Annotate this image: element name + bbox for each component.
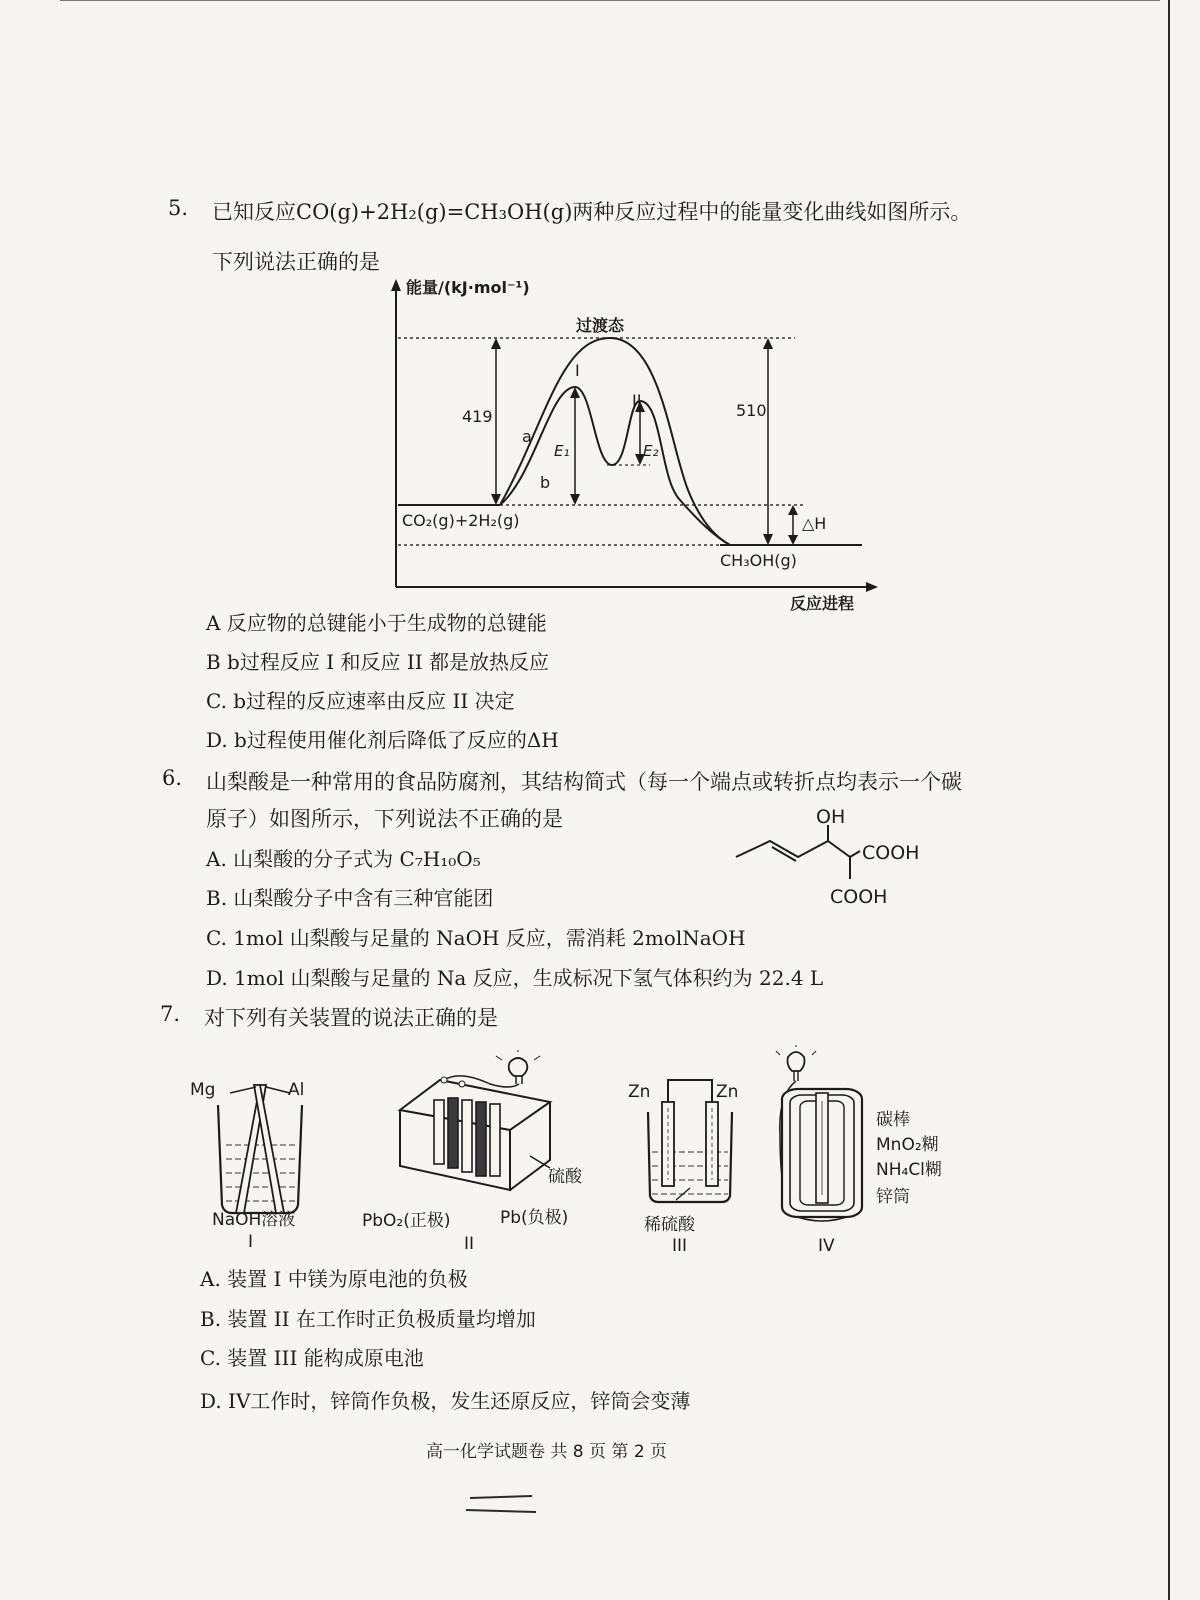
page-footer: 高一化学试题卷 共 8 页 第 2 页: [426, 1442, 668, 1462]
product-label: CH₃OH(g): [720, 551, 797, 570]
cooh-right-label: COOH: [862, 842, 920, 864]
q7-option-a: A. 装置 I 中镁为原电池的负极: [200, 1267, 468, 1291]
q5-option-a: A 反应物的总键能小于生成物的总键能: [206, 611, 547, 635]
oh-label: OH: [816, 806, 846, 828]
energy-diagram: [370, 275, 890, 615]
e2-label: E₂: [643, 442, 659, 460]
q5-stem-line1: 已知反应CO(g)+2H₂(g)=CH₃OH(g)两种反应过程中的能量变化曲线如图所示。: [212, 200, 972, 224]
curve-a-label: a: [522, 427, 532, 446]
curve-b-label: b: [540, 473, 551, 492]
device-ii-neg-label: Pb(负极): [500, 1208, 569, 1228]
peak-ii-label: II: [632, 391, 642, 410]
q6-number: 6.: [162, 766, 183, 790]
y-axis-label: 能量/(kJ·mol⁻¹): [406, 278, 530, 297]
value-419: 419: [462, 407, 493, 426]
q7-option-b: B. 装置 II 在工作时正负极质量均增加: [200, 1307, 536, 1331]
handwritten-mark: [462, 1490, 542, 1520]
q6-stem-line1: 山梨酸是一种常用的食品防腐剂，其结构简式（每一个端点或转折点均表示一个碳: [206, 770, 962, 794]
device-iii-roman: III: [672, 1236, 688, 1256]
device-i-roman: I: [248, 1232, 254, 1252]
q6-option-c: C. 1mol 山梨酸与足量的 NaOH 反应，需消耗 2molNaOH: [206, 926, 746, 950]
device-iii-zn-right-label: Zn: [716, 1082, 739, 1102]
cooh-bottom-label: COOH: [830, 886, 888, 908]
q7-option-c: C. 装置 III 能构成原电池: [200, 1346, 424, 1370]
device-iv-zinc-label: 锌筒: [876, 1187, 910, 1207]
device-iv-mno2-label: MnO₂糊: [876, 1135, 939, 1155]
device-iv-carbon-label: 碳棒: [876, 1110, 910, 1130]
q7-stem: 对下列有关装置的说法正确的是: [204, 1006, 498, 1030]
page-edge-top: [60, 0, 1160, 1]
device-ii-acid-label: 硫酸: [548, 1167, 582, 1187]
q6-option-b: B. 山梨酸分子中含有三种官能团: [206, 886, 494, 910]
q6-stem-line2: 原子）如图所示，下列说法不正确的是: [206, 807, 563, 831]
q5-option-b: B b过程反应 I 和反应 II 都是放热反应: [206, 650, 549, 674]
device-iii-solution-label: 稀硫酸: [644, 1215, 695, 1235]
delta-h-label: △H: [802, 514, 827, 533]
device-iv-roman: IV: [818, 1236, 835, 1256]
value-510: 510: [736, 401, 767, 420]
device-ii-drawing: [390, 1050, 570, 1200]
page-edge-right: [1168, 0, 1170, 1600]
q6-option-a: A. 山梨酸的分子式为 C₇H₁₀O₅: [206, 847, 481, 871]
sorbic-acid-structure: [728, 805, 968, 915]
reactant-label: CO₂(g)+2H₂(g): [402, 511, 520, 530]
q6-option-d: D. 1mol 山梨酸与足量的 Na 反应，生成标况下氢气体积约为 22.4 L: [206, 966, 824, 990]
device-i-solution-label: NaOH溶液: [212, 1210, 296, 1230]
q5-number: 5.: [168, 196, 189, 220]
q5-stem-line2: 下列说法正确的是: [212, 250, 380, 274]
device-ii-roman: II: [464, 1234, 475, 1254]
device-i-al-label: Al: [288, 1080, 305, 1100]
q5-option-d: D. b过程使用催化剂后降低了反应的ΔH: [206, 728, 559, 752]
q5-option-c: C. b过程的反应速率由反应 II 决定: [206, 689, 515, 713]
q7-number: 7.: [160, 1002, 181, 1026]
peak-i-label: I: [575, 361, 580, 380]
transition-state-label: 过渡态: [576, 316, 625, 335]
q7-option-d: D. IV工作时，锌筒作负极，发生还原反应，锌筒会变薄: [200, 1389, 691, 1413]
device-iv-drawing: [772, 1045, 872, 1230]
x-axis-label: 反应进程: [790, 594, 855, 613]
e1-label: E₁: [554, 442, 570, 460]
device-iv-nh4cl-label: NH₄Cl糊: [876, 1160, 942, 1180]
device-iii-zn-left-label: Zn: [628, 1082, 651, 1102]
device-ii-pos-label: PbO₂(正极): [362, 1211, 451, 1231]
device-i-mg-label: Mg: [190, 1080, 216, 1100]
